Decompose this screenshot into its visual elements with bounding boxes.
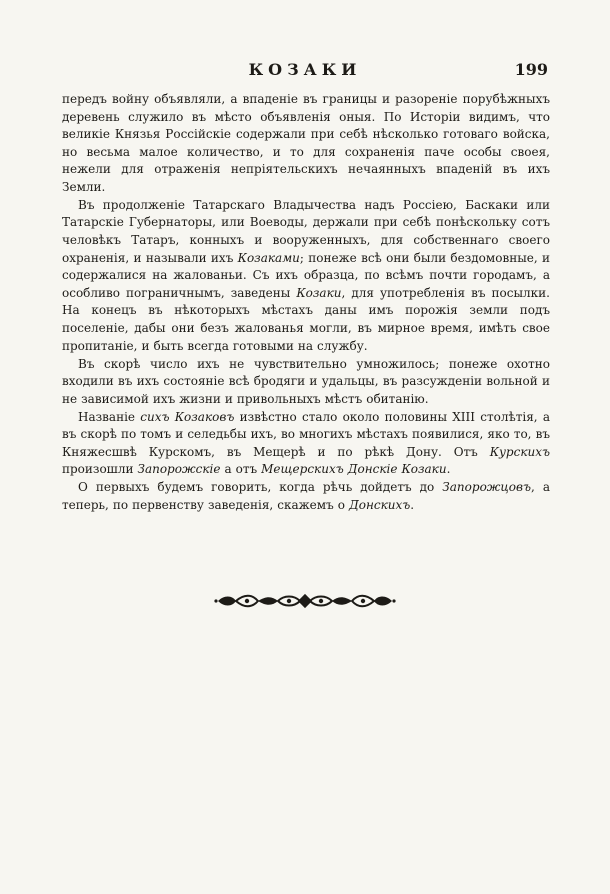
paragraph-4-italic-c: Запорожскіе bbox=[137, 462, 221, 477]
paragraph-2 bbox=[62, 197, 550, 355]
paragraph-4-text-b: извѣстно стало около половины XIII столѣтія, а въ скорѣ по томъ и селедьбы ихъ, во многихъ мѣстахъ появилися, яко то, въ Княжесшвѣ Курскомъ, въ Мещерѣ и по рѣкѣ Дону. Отъ bbox=[62, 409, 550, 459]
running-title: КОЗАКИ bbox=[248, 60, 362, 79]
paragraph-4-text-d: а отъ bbox=[220, 462, 262, 477]
page-number: 199 bbox=[514, 60, 548, 79]
paragraph-4-text-e: . bbox=[446, 462, 451, 477]
paragraph-4-italic-a: сихъ Козаковъ bbox=[140, 409, 235, 424]
paragraph-1-text: передъ войну объявляли, а впаденіе въ границы и разореніе порубѣжныхъ деревень служило въ мѣсто объявленія оныя. По Исторiи видимъ, что великіе Князья Россійскіе содержали при себѣ нѣсколько готоваго войска, но весьма малое количество, и то для сохраненія паче особы своея, нежели для отраженія непріятельскихъ нечаянныхъ впаденій въ ихъ Земли. bbox=[62, 92, 550, 194]
paragraph-3-text: Въ скорѣ число ихъ не чувствительно умножилось; понеже охотно входили въ ихъ состояніе всѣ бродяги и удальцы, въ разсужденіи вольной и не зависимой ихъ жизни и привольныхъ мѣстъ обитанію. bbox=[62, 356, 550, 406]
paragraph-2-text-b: ; понеже всѣ они были бездомовные, и содержалися на жалованьи. Съ ихъ образца, по всѣмъ почти городамъ, а особливо пограничнымъ, заведены bbox=[62, 250, 550, 300]
paragraph-4-text-c: произошли bbox=[62, 462, 138, 477]
paragraph-5-text-b: , а теперь, по первенству заведенія, скажемъ о bbox=[62, 480, 551, 512]
paragraph-2-text-a: Въ продолженіе Татарскаго Владычества надъ Россіею, Баскаки или Татарскіе Губернаторы, или Воеводы, держали при себѣ понѣскольку сотъ человѣкъ Татаръ, конныхъ и вооруженныхъ, для собственнаго своего охраненія, и называли ихъ bbox=[62, 197, 550, 265]
paragraph-4-italic-b: Курскихъ bbox=[489, 444, 550, 459]
paragraph-2-italic-a: Козаками bbox=[237, 250, 300, 265]
paragraph-5-text-a: О первыхъ будемъ говорить, когда рѣчь дойдетъ до bbox=[78, 480, 443, 495]
printers-ornament-icon bbox=[214, 592, 396, 610]
paragraph-2-italic-b: Козаки bbox=[296, 285, 342, 300]
paragraph-2-text-c: , для употребленія въ посылки. На конецъ въ нѣкоторыхъ мѣстахъ даны имъ порожія земли подъ поселеніе, дабы они безъ жалованья могли, въ мирное время, имѣть свое пропитаніе, и быть всегда готовыми на службу. bbox=[62, 285, 550, 353]
paragraph-5-italic-a: Запорожцовъ bbox=[442, 480, 532, 495]
body-text bbox=[62, 91, 550, 514]
paragraph-1 bbox=[62, 91, 550, 197]
paragraph-3 bbox=[62, 356, 550, 409]
running-head bbox=[0, 60, 610, 84]
paragraph-4 bbox=[62, 409, 550, 479]
paragraph-5-italic-b: Донскихъ bbox=[348, 497, 411, 512]
paragraph-4-text-a: Названіе bbox=[78, 409, 141, 424]
paragraph-5-text-c: . bbox=[410, 497, 415, 512]
paragraph-4-italic-d: Мещерскихъ Донскіе Козаки bbox=[261, 462, 447, 477]
paragraph-5 bbox=[62, 479, 550, 514]
